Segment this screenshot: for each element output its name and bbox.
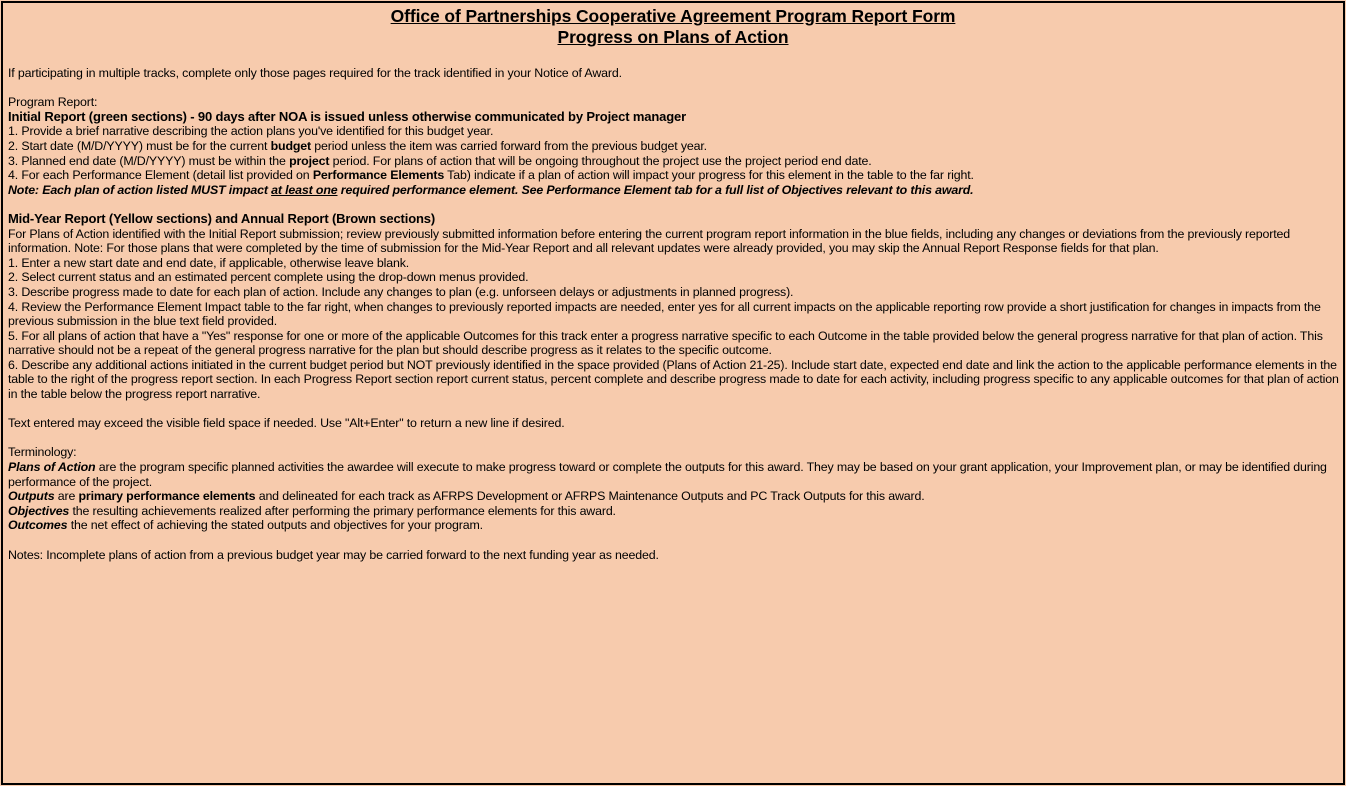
title-block xyxy=(3,6,1343,48)
page-subtitle: Progress on Plans of Action xyxy=(557,27,789,47)
text-entry-note: Text entered may exceed the visible field space if needed. Use "Alt+Enter" to return a new line if desired. xyxy=(8,416,565,431)
term-outcomes: Outcomes the net effect of achieving the stated outputs and objectives for your program. xyxy=(8,518,483,533)
midyear-item-6: 6. Describe any additional actions initiated in the current budget period but NOT previously identified in the space provided (Plans of Action 21-25). Include start date, expected end date and link the action to the applicable performance elements in the table to the right of the progress report section. In each Progress Report section report current status, percent complete and describe progress made to date for each activity, including progress specific to any applicable outcomes for that plan of action in the table below the progress report narrative. xyxy=(8,357,1339,402)
midyear-report-heading: Mid-Year Report (Yellow sections) and Annual Report (Brown sections) xyxy=(8,210,436,226)
initial-note: Note: Each plan of action listed MUST impact at least one required performance element. See Performance Element tab for a full list of Objectives relevant to this award. xyxy=(8,182,974,197)
program-report-label: Program Report: xyxy=(8,95,98,110)
term-objectives: Objectives the resulting achievements realized after performing the primary performance elements for this award. xyxy=(8,503,616,518)
term-plans-of-action: Plans of Action are the program specific planned activities the awardee will execute to make progress toward or complete the outputs for this award. They may be based on your grant application, your Improvement plan, or may be identified during performance of the project. xyxy=(8,460,1327,489)
midyear-item-2: 2. Select current status and an estimated percent complete using the drop-down menus provided. xyxy=(8,270,529,285)
final-note: Notes: Incomplete plans of action from a previous budget year may be carried forward to the next funding year as needed. xyxy=(8,547,659,562)
terminology-label: Terminology: xyxy=(8,445,77,460)
midyear-item-5: 5. For all plans of action that have a "Yes" response for one or more of the applicable Outcomes for this track enter a progress narrative specific to each Outcome in the table provided below the general progress narrative for that plan of action. This narrative should not be a repeat of the general progress narrative for the plan but should describe progress as it relates to the specific outcome. xyxy=(8,328,1323,358)
page-title: Office of Partnerships Cooperative Agreement Program Report Form xyxy=(390,6,956,26)
initial-item-4: 4. For each Performance Element (detail list provided on Performance Elements Tab) indicate if a plan of action will impact your progress for this element in the table to the far right. xyxy=(8,168,974,183)
initial-report-heading: Initial Report (green sections) - 90 days after NOA is issued unless otherwise communicated by Project manager xyxy=(8,108,686,124)
intro-text: If participating in multiple tracks, complete only those pages required for the track identified in your Notice of Award. xyxy=(8,66,622,80)
midyear-item-1: 1. Enter a new start date and end date, if applicable, otherwise leave blank. xyxy=(8,255,410,270)
initial-item-2: 2. Start date (M/D/YYYY) must be for the current budget period unless the item was carried forward from the previous budget year. xyxy=(8,138,707,153)
midyear-paragraph: For Plans of Action identified with the Initial Report submission; review previously submitted information before entering the current program report information in the blue fields, including any changes or deviations from the previously reported information. Note: For those plans that were completed by the time of submission for the Mid-Year Report and all relevant updates were already provided, you may skip the Annual Report Response fields for that plan. xyxy=(8,226,1291,256)
instructions-body xyxy=(8,66,1340,562)
initial-item-1: 1. Provide a brief narrative describing the action plans you've identified for this budget year. xyxy=(8,124,494,139)
midyear-item-4: 4. Review the Performance Element Impact table to the far right, when changes to previously reported impacts are needed, enter yes for all current impacts on the applicable reporting row provide a short justification for changes in impacts from the previous submission in the blue text field provided. xyxy=(8,299,1321,329)
term-outputs: Outputs are primary performance elements and delineated for each track as AFRPS Development or AFRPS Maintenance Outputs and PC Track Outputs for this award. xyxy=(8,489,925,504)
initial-item-3: 3. Planned end date (M/D/YYYY) must be within the project period. For plans of action that will be ongoing throughout the project use the project period end date. xyxy=(8,153,872,168)
midyear-item-3: 3. Describe progress made to date for each plan of action. Include any changes to plan (e.g. unforseen delays or adjustments in planned progress). xyxy=(8,284,794,299)
